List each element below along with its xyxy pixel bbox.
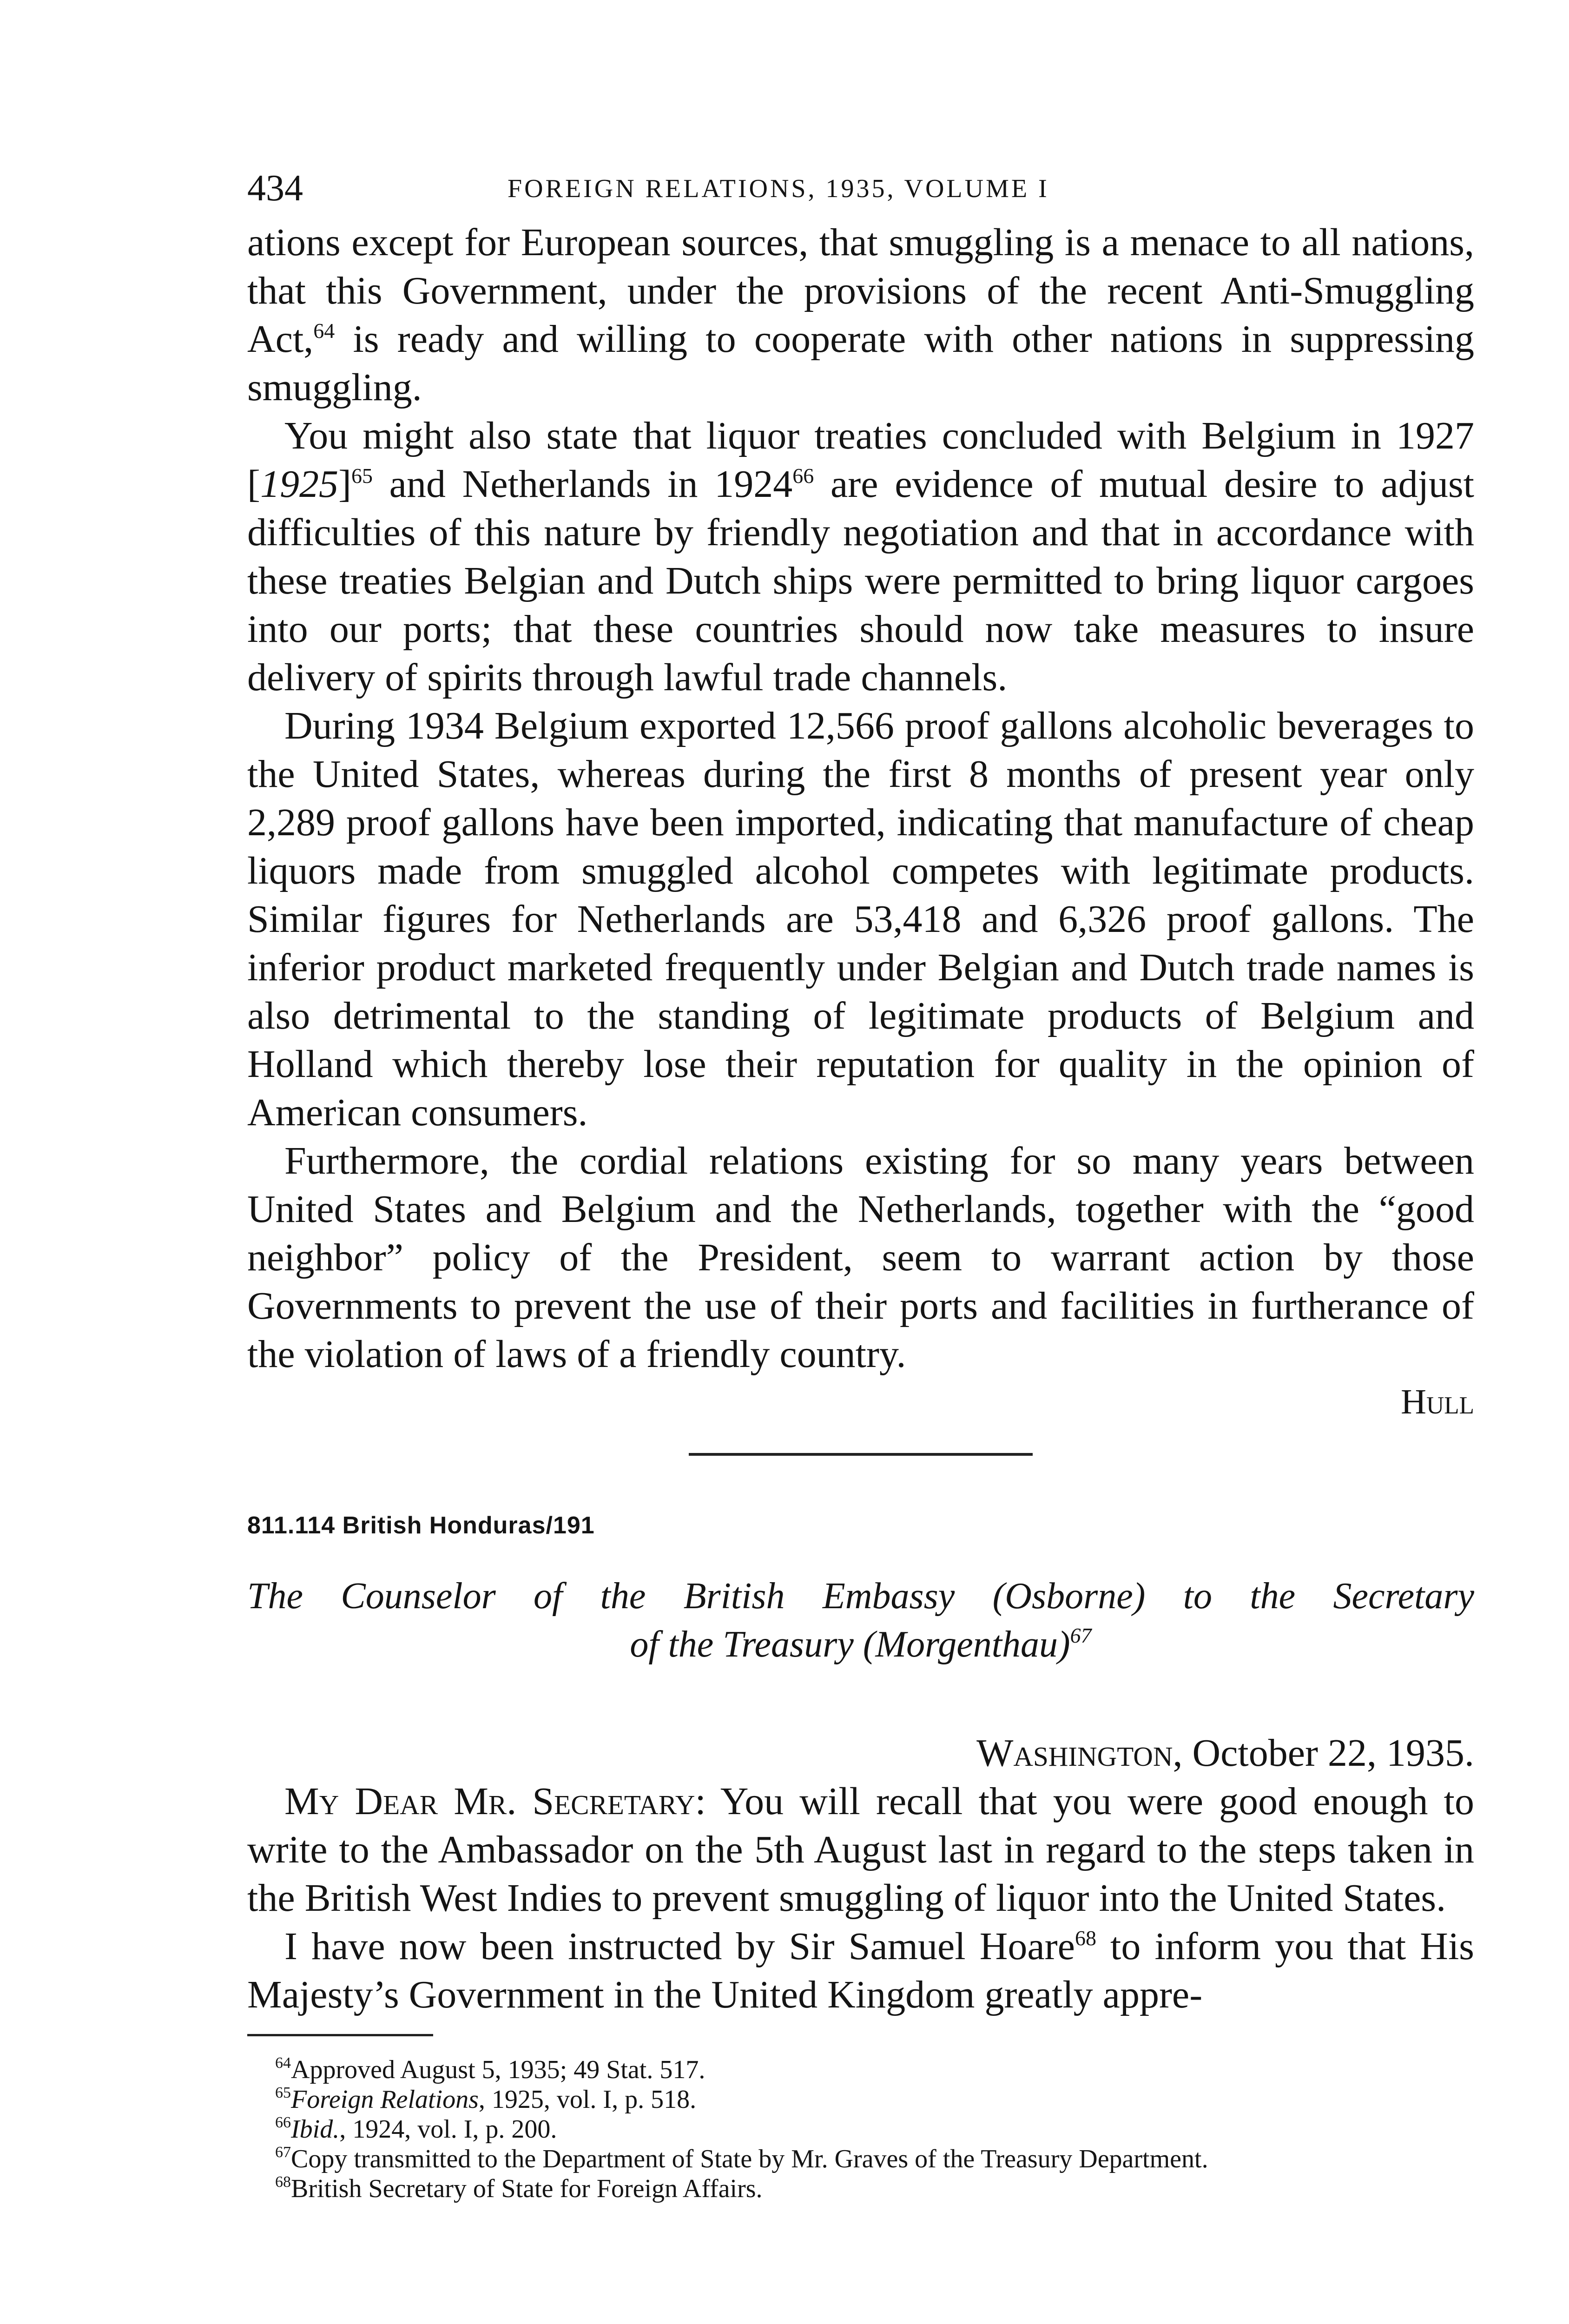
paragraph: My Dear Mr. Secretary: You will recall that you were good enough to write to the Ambassador on the 5th August last in regard to the steps taken in the British West Indies to prevent smuggling of liquor into the United States. xyxy=(247,1780,1474,1920)
footnote: $^{65}$Foreign Relations, 1925, vol. I, p. 518. xyxy=(275,2084,697,2114)
document-page xyxy=(247,167,1474,2204)
paragraph: ations except for European sources, that smuggling is a menace to all nations, that this Government, under the provisions of the recent Anti-Smuggling Act,$^{64}$ is ready and willing to cooperate with other nations in suppressing smuggling. xyxy=(247,221,1474,409)
letter-hull-body xyxy=(247,218,1474,1379)
section-divider xyxy=(689,1453,1033,1456)
footnote: $^{66}$Ibid., 1924, vol. I, p. 200. xyxy=(275,2114,557,2144)
footnote-ref: 65 xyxy=(351,464,373,488)
paragraph: Furthermore, the cordial relations existing for so many years between United States and Belgium and the Netherlands, together with the “good neighbor” policy of the President, seem to warrant action by those Governments to prevent the use of their ports and facilities in furtherance of the violation of laws of a friendly country. xyxy=(247,1139,1474,1376)
letter-osborne-body xyxy=(247,1777,1474,2019)
footnote: $^{67}$Copy transmitted to the Department of State by Mr. Graves of the Treasury Department. xyxy=(275,2144,1208,2173)
footnote-ref: 67 xyxy=(1070,1624,1092,1647)
paragraph: During 1934 Belgium exported 12,566 proof gallons alcoholic beverages to the United States, whereas during the first 8 months of present year only 2,289 proof gallons have been imported, indicating that manufacture of cheap liquors made from smuggled alcohol competes with legitimate products. Similar figures for Netherlands are 53,418 and 6,326 proof gallons. The inferior product marketed frequently under Belgian and Dutch trade names is also detrimental to the standing of legitimate products of Belgium and Holland which thereby lose their reputation for quality in the opinion of American consumers. xyxy=(247,704,1474,1134)
footnote-ref: 64 xyxy=(313,319,335,343)
footnote-divider xyxy=(247,2034,433,2036)
document-title: The Counselor of the British Embassy (Osborne) to the Secretary of the Treasury (Morgenthau)$^{67}$ xyxy=(247,1576,1474,1665)
paragraph: You might also state that liquor treaties concluded with Belgium in 1927 $[1925]^{65}$ and Netherlands in 1924$^{66}$ are evidence of mutual desire to adjust difficulties of this nature by friendly negotiation and that in accordance with these treaties Belgian and Dutch ships were permitted to bring liquor cargoes into our ports; that these countries should now take measures to insure delivery of spirits through lawful trade channels. xyxy=(247,414,1474,699)
footnotes xyxy=(247,2055,1474,2204)
running-title: FOREIGN RELATIONS, 1935, VOLUME I xyxy=(508,174,1049,203)
footnote: $^{68}$British Secretary of State for Foreign Affairs. xyxy=(275,2173,763,2203)
footnote-ref: 66 xyxy=(792,464,814,488)
salutation: My Dear Mr. Secretary: xyxy=(284,1780,706,1823)
paragraph: I have now been instructed by Sir Samuel Hoare$^{68}$ to inform you that His Majesty’s Government in the United Kingdom greatly appre- xyxy=(247,1925,1475,2016)
signature: Hull xyxy=(1401,1382,1474,1421)
page-number: 434 xyxy=(247,168,303,209)
footnote-ref: 68 xyxy=(1075,1926,1096,1950)
footnote: $^{64}$Approved August 5, 1935; 49 Stat. 517. xyxy=(275,2054,705,2084)
dateline: Washington, October 22, 1935. xyxy=(976,1731,1474,1775)
page-header xyxy=(247,167,1474,218)
file-reference: 811.114 British Honduras/191 xyxy=(247,1512,595,1539)
